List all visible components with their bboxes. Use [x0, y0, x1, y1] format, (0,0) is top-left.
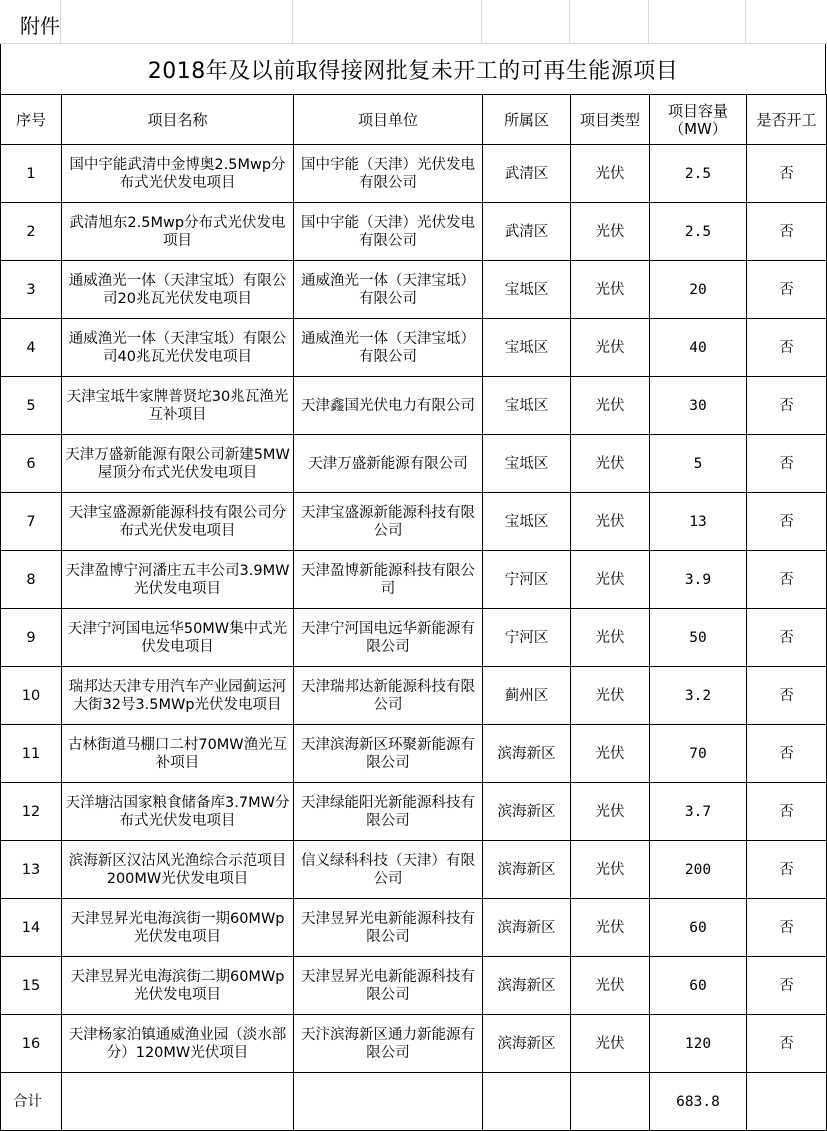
- cell-unit: 天津宁河国电远华新能源有限公司: [294, 609, 483, 667]
- cell-name: 天津杨家泊镇通威渔业园（淡水部分）120MW光伏项目: [62, 1015, 294, 1073]
- cell-capacity: 60: [650, 899, 747, 957]
- col-header-started: 是否开工: [747, 95, 827, 145]
- cell-name: 通威渔光一体（天津宝坻）有限公司20兆瓦光伏发电项目: [62, 261, 294, 319]
- cell-type: 光伏: [571, 319, 650, 377]
- table-row: [1, 725, 827, 783]
- cell-name: 瑞邦达天津专用汽车产业园蓟运河大街32号3.5MWp光伏发电项目: [62, 667, 294, 725]
- table-row: [1, 203, 827, 261]
- cell-unit: 天津瑞邦达新能源科技有限公司: [294, 667, 483, 725]
- cell-type: 光伏: [571, 203, 650, 261]
- cell-name: 滨海新区汉沽风光渔综合示范项目200MW光伏发电项目: [62, 841, 294, 899]
- cell-name: 国中宇能武清中金博奥2.5Mwp分布式光伏发电项目: [62, 145, 294, 203]
- cell-started: 否: [747, 435, 827, 493]
- table-row: [1, 841, 827, 899]
- table-row: [1, 319, 827, 377]
- table-row: [1, 435, 827, 493]
- cell-name: 天津宝坻牛家牌普贤坨30兆瓦渔光互补项目: [62, 377, 294, 435]
- cell-district: 滨海新区: [483, 725, 571, 783]
- cell-started: 否: [747, 725, 827, 783]
- cell-district: 滨海新区: [483, 957, 571, 1015]
- cell-name: 天津宁河国电远华50MW集中式光伏发电项目: [62, 609, 294, 667]
- cell-no: 8: [1, 551, 62, 609]
- total-empty-cell: [62, 1073, 294, 1131]
- cell-capacity: 60: [650, 957, 747, 1015]
- cell-district: 宁河区: [483, 551, 571, 609]
- table-row: [1, 493, 827, 551]
- cell-unit: 天津万盛新能源有限公司: [294, 435, 483, 493]
- total-empty-cell: [483, 1073, 571, 1131]
- cell-no: 10: [1, 667, 62, 725]
- cell-type: 光伏: [571, 957, 650, 1015]
- cell-district: 宝坻区: [483, 319, 571, 377]
- cell-started: 否: [747, 145, 827, 203]
- cell-name: 天洋塘沽国家粮食储备库3.7MW分布式光伏发电项目: [62, 783, 294, 841]
- table-header-row: [1, 95, 827, 145]
- cell-started: 否: [747, 1015, 827, 1073]
- cell-district: 宝坻区: [483, 261, 571, 319]
- cell-district: 滨海新区: [483, 899, 571, 957]
- cell-started: 否: [747, 841, 827, 899]
- cell-no: 11: [1, 725, 62, 783]
- col-header-unit: 项目单位: [294, 95, 483, 145]
- cell-district: 宝坻区: [483, 435, 571, 493]
- cell-name: 天津万盛新能源有限公司新建5MW屋顶分布式光伏发电项目: [62, 435, 294, 493]
- cell-district: 蓟州区: [483, 667, 571, 725]
- total-empty-cell: [294, 1073, 483, 1131]
- cell-no: 15: [1, 957, 62, 1015]
- cell-no: 16: [1, 1015, 62, 1073]
- cell-capacity: 200: [650, 841, 747, 899]
- cell-type: 光伏: [571, 377, 650, 435]
- cell-type: 光伏: [571, 783, 650, 841]
- col-header-district: 所属区: [483, 95, 571, 145]
- cell-type: 光伏: [571, 435, 650, 493]
- cell-unit: 天津昱昇光电新能源科技有限公司: [294, 957, 483, 1015]
- cell-type: 光伏: [571, 145, 650, 203]
- cell-capacity: 3.7: [650, 783, 747, 841]
- cell-started: 否: [747, 899, 827, 957]
- table-row: [1, 377, 827, 435]
- cell-district: 武清区: [483, 145, 571, 203]
- cell-name: 古林街道马棚口二村70MW渔光互补项目: [62, 725, 294, 783]
- cell-type: 光伏: [571, 551, 650, 609]
- cell-name: 天津盈博宁河潘庄五丰公司3.9MW光伏发电项目: [62, 551, 294, 609]
- table-row: [1, 145, 827, 203]
- cell-no: 3: [1, 261, 62, 319]
- col-header-capacity: 项目容量（MW）: [650, 95, 747, 145]
- cell-district: 滨海新区: [483, 1015, 571, 1073]
- cell-capacity: 50: [650, 609, 747, 667]
- cell-started: 否: [747, 957, 827, 1015]
- cell-name: 天津宝盛源新能源科技有限公司分布式光伏发电项目: [62, 493, 294, 551]
- cell-no: 13: [1, 841, 62, 899]
- cell-started: 否: [747, 667, 827, 725]
- cell-unit: 天津昱昇光电新能源科技有限公司: [294, 899, 483, 957]
- table-row: [1, 261, 827, 319]
- col-header-type: 项目类型: [571, 95, 650, 145]
- cell-started: 否: [747, 261, 827, 319]
- cell-capacity: 120: [650, 1015, 747, 1073]
- table-row: [1, 667, 827, 725]
- cell-district: 滨海新区: [483, 841, 571, 899]
- cell-unit: 天津盈博新能源科技有限公司: [294, 551, 483, 609]
- cell-no: 7: [1, 493, 62, 551]
- cell-district: 宁河区: [483, 609, 571, 667]
- cell-capacity: 3.9: [650, 551, 747, 609]
- cell-started: 否: [747, 493, 827, 551]
- cell-unit: 国中宇能（天津）光伏发电有限公司: [294, 203, 483, 261]
- cell-name: 天津昱昇光电海滨街一期60MWp光伏发电项目: [62, 899, 294, 957]
- cell-district: 宝坻区: [483, 377, 571, 435]
- table-row: [1, 1015, 827, 1073]
- document-title: [0, 44, 826, 94]
- cell-district: 宝坻区: [483, 493, 571, 551]
- cell-unit: 天津滨海新区环聚新能源有限公司: [294, 725, 483, 783]
- cell-unit: 天津绿能阳光新能源科技有限公司: [294, 783, 483, 841]
- cell-no: 6: [1, 435, 62, 493]
- table-row: [1, 899, 827, 957]
- cell-started: 否: [747, 203, 827, 261]
- cell-type: 光伏: [571, 667, 650, 725]
- cell-no: 1: [1, 145, 62, 203]
- total-empty-cell: [747, 1073, 827, 1131]
- cell-no: 4: [1, 319, 62, 377]
- col-header-name: 项目名称: [62, 95, 294, 145]
- cell-capacity: 30: [650, 377, 747, 435]
- cell-no: 5: [1, 377, 62, 435]
- cell-unit: 天汴滨海新区通力新能源有限公司: [294, 1015, 483, 1073]
- cell-type: 光伏: [571, 899, 650, 957]
- cell-type: 光伏: [571, 609, 650, 667]
- cell-district: 滨海新区: [483, 783, 571, 841]
- cell-capacity: 2.5: [650, 145, 747, 203]
- total-empty-cell: [571, 1073, 650, 1131]
- project-table: [0, 94, 827, 1131]
- table-row: [1, 957, 827, 1015]
- sheet-gridlines: [0, 0, 827, 44]
- table-row: [1, 783, 827, 841]
- cell-capacity: 20: [650, 261, 747, 319]
- cell-no: 2: [1, 203, 62, 261]
- cell-unit: 通威渔光一体（天津宝坻）有限公司: [294, 319, 483, 377]
- cell-unit: 信义绿科科技（天津）有限公司: [294, 841, 483, 899]
- cell-started: 否: [747, 377, 827, 435]
- document-title-text: 2018年及以前取得接网批复未开工的可再生能源项目: [147, 58, 679, 84]
- cell-unit: 国中宇能（天津）光伏发电有限公司: [294, 145, 483, 203]
- cell-capacity: 2.5: [650, 203, 747, 261]
- col-header-no: 序号: [1, 95, 62, 145]
- cell-name: 武清旭东2.5Mwp分布式光伏发电项目: [62, 203, 294, 261]
- cell-no: 12: [1, 783, 62, 841]
- cell-capacity: 5: [650, 435, 747, 493]
- cell-no: 9: [1, 609, 62, 667]
- cell-started: 否: [747, 783, 827, 841]
- cell-type: 光伏: [571, 261, 650, 319]
- cell-type: 光伏: [571, 725, 650, 783]
- cell-capacity: 3.2: [650, 667, 747, 725]
- cell-capacity: 70: [650, 725, 747, 783]
- cell-unit: 通威渔光一体（天津宝坻）有限公司: [294, 261, 483, 319]
- cell-capacity: 13: [650, 493, 747, 551]
- cell-started: 否: [747, 319, 827, 377]
- cell-started: 否: [747, 609, 827, 667]
- table-row: [1, 609, 827, 667]
- attachment-label: 附件: [20, 14, 60, 38]
- cell-type: 光伏: [571, 1015, 650, 1073]
- cell-district: 武清区: [483, 203, 571, 261]
- cell-no: 14: [1, 899, 62, 957]
- cell-unit: 天津宝盛源新能源科技有限公司: [294, 493, 483, 551]
- cell-type: 光伏: [571, 841, 650, 899]
- total-row: [1, 1073, 827, 1131]
- cell-name: 通威渔光一体（天津宝坻）有限公司40兆瓦光伏发电项目: [62, 319, 294, 377]
- table-row: [1, 551, 827, 609]
- cell-started: 否: [747, 551, 827, 609]
- cell-unit: 天津鑫国光伏电力有限公司: [294, 377, 483, 435]
- total-label: 合计: [1, 1073, 62, 1131]
- total-capacity: 683.8: [650, 1073, 747, 1131]
- cell-name: 天津昱昇光电海滨街二期60MWp光伏发电项目: [62, 957, 294, 1015]
- cell-type: 光伏: [571, 493, 650, 551]
- cell-capacity: 40: [650, 319, 747, 377]
